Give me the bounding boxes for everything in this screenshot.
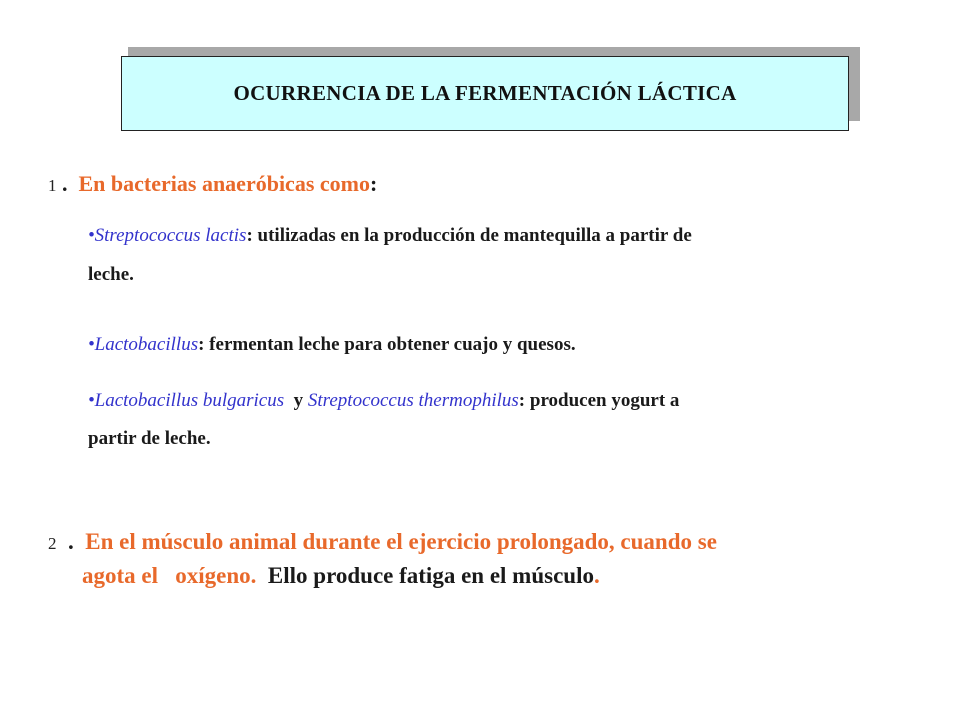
- bullet-3-term: Lactobacillus bulgaricus: [94, 390, 285, 411]
- bullet-item-1: [88, 225, 692, 247]
- bullet-1-continuation: leche.: [88, 264, 134, 285]
- bullet-2-text: : fermentan leche para obtener cuajo y quesos.: [198, 334, 576, 355]
- section-2-number: 2: [48, 534, 57, 553]
- bullet-1-text: : utilizadas en la producción de mantequilla a partir de: [246, 225, 692, 246]
- section-1-heading: [48, 171, 377, 197]
- section-2-text-2c: .: [593, 563, 600, 588]
- section-2-text-line-1: En el músculo animal durante el ejercicio prolongado, cuando se: [85, 529, 717, 554]
- title-box: [121, 56, 849, 131]
- bullet-3-term-2: Streptococcus thermophilus: [307, 390, 519, 411]
- bullet-3-continuation: partir de leche.: [88, 428, 211, 449]
- bullet-1-marker: •: [88, 225, 95, 246]
- bullet-item-2: [88, 334, 576, 356]
- section-2-text-2b: Ello produce fatiga en el músculo: [256, 563, 594, 588]
- bullet-2-marker: •: [88, 334, 95, 355]
- bullet-3-text: : producen yogurt a: [518, 390, 680, 411]
- section-2-line-2: [82, 563, 600, 589]
- bullet-1-term: Streptococcus lactis: [94, 225, 247, 246]
- page-title: OCURRENCIA DE LA FERMENTACIÓN LÁCTICA: [233, 81, 737, 105]
- bullet-2-term: Lactobacillus: [94, 334, 199, 355]
- section-2-separator: .: [56, 529, 86, 554]
- section-1-number: 1: [48, 176, 57, 195]
- bullet-item-3: [88, 390, 679, 412]
- bullet-3-joiner: y: [284, 390, 308, 411]
- section-1-separator: .: [56, 171, 79, 196]
- section-2-text-2a: agota el oxígeno.: [82, 563, 257, 588]
- section-1-heading-text: En bacterias anaeróbicas como: [78, 171, 370, 196]
- section-2-line-1: [48, 529, 717, 555]
- section-1-colon: :: [369, 171, 378, 196]
- bullet-3-marker: •: [88, 390, 95, 411]
